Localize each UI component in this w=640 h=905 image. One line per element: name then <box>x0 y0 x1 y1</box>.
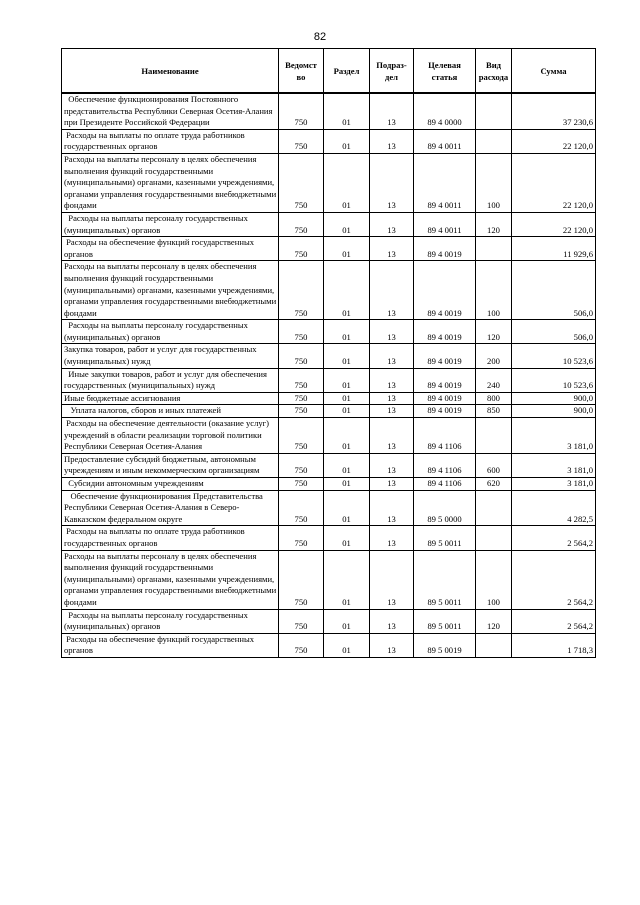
cell-section: 01 <box>324 418 370 454</box>
cell-sum: 506,0 <box>512 320 596 344</box>
cell-sum: 4 282,5 <box>512 490 596 526</box>
table-row <box>62 129 596 153</box>
cell-dept: 750 <box>279 320 324 344</box>
table-row <box>62 633 596 657</box>
cell-name: Уплата налогов, сборов и иных платежей <box>62 405 279 418</box>
cell-type <box>476 93 512 129</box>
cell-target: 89 4 0019 <box>414 392 476 405</box>
cell-target: 89 4 0019 <box>414 320 476 344</box>
cell-section: 01 <box>324 344 370 368</box>
cell-subsection: 13 <box>370 633 414 657</box>
cell-section: 01 <box>324 490 370 526</box>
cell-name: Расходы на выплаты персоналу в целях обеспечения выполнения функций государственными (муниципальными) органами, казенными учреждениями, органами управления государственными внебюджетными фондами <box>62 550 279 609</box>
cell-section: 01 <box>324 237 370 261</box>
page-number: 82 <box>313 31 327 43</box>
cell-dept: 750 <box>279 453 324 477</box>
cell-sum: 10 523,6 <box>512 344 596 368</box>
cell-sum: 22 120,0 <box>512 212 596 236</box>
header-row <box>62 49 596 94</box>
cell-type: 100 <box>476 261 512 320</box>
cell-sum: 37 230,6 <box>512 93 596 129</box>
cell-subsection: 13 <box>370 93 414 129</box>
cell-target: 89 5 0011 <box>414 526 476 550</box>
cell-sum: 1 718,3 <box>512 633 596 657</box>
cell-section: 01 <box>324 526 370 550</box>
cell-sum: 900,0 <box>512 405 596 418</box>
cell-subsection: 13 <box>370 344 414 368</box>
cell-name: Расходы на выплаты персоналу в целях обеспечения выполнения функций государственными (муниципальными) органами, казенными учреждениями, органами управления государственными внебюджетными фондами <box>62 153 279 212</box>
cell-target: 89 5 0019 <box>414 633 476 657</box>
cell-dept: 750 <box>279 344 324 368</box>
header-subsection: Подраз- дел <box>370 49 414 94</box>
cell-name: Иные закупки товаров, работ и услуг для обеспечения государственных (муниципальных) нужд <box>62 368 279 392</box>
cell-subsection: 13 <box>370 609 414 633</box>
cell-name: Расходы на обеспечение деятельности (оказание услуг) учреждений в области реализации торговой политики Республики Северная Осетия-Алания <box>62 418 279 454</box>
cell-subsection: 13 <box>370 392 414 405</box>
cell-target: 89 4 0019 <box>414 261 476 320</box>
table-row <box>62 526 596 550</box>
cell-sum: 2 564,2 <box>512 526 596 550</box>
cell-dept: 750 <box>279 478 324 491</box>
cell-subsection: 13 <box>370 320 414 344</box>
cell-subsection: 13 <box>370 526 414 550</box>
cell-name: Расходы на выплаты персоналу государственных (муниципальных) органов <box>62 212 279 236</box>
cell-target: 89 4 1106 <box>414 453 476 477</box>
table-row <box>62 368 596 392</box>
table-row <box>62 490 596 526</box>
cell-type <box>476 237 512 261</box>
cell-type <box>476 418 512 454</box>
header-target: Целевая статья <box>414 49 476 94</box>
cell-section: 01 <box>324 93 370 129</box>
table-row <box>62 153 596 212</box>
cell-section: 01 <box>324 453 370 477</box>
cell-dept: 750 <box>279 609 324 633</box>
cell-sum: 900,0 <box>512 392 596 405</box>
cell-dept: 750 <box>279 153 324 212</box>
cell-name: Расходы на обеспечение функций государственных органов <box>62 237 279 261</box>
cell-section: 01 <box>324 368 370 392</box>
cell-section: 01 <box>324 478 370 491</box>
table-row <box>62 609 596 633</box>
cell-sum: 11 929,6 <box>512 237 596 261</box>
header-name: Наименование <box>62 49 279 94</box>
cell-name: Субсидии автономным учреждениям <box>62 478 279 491</box>
cell-name: Обеспечение функционирования Постоянного представительства Республики Северная Осетия-Алания при Президенте Российской Федерации <box>62 93 279 129</box>
cell-target: 89 4 0019 <box>414 405 476 418</box>
cell-section: 01 <box>324 153 370 212</box>
cell-subsection: 13 <box>370 490 414 526</box>
cell-sum: 10 523,6 <box>512 368 596 392</box>
cell-subsection: 13 <box>370 237 414 261</box>
cell-subsection: 13 <box>370 405 414 418</box>
cell-type: 620 <box>476 478 512 491</box>
cell-target: 89 4 1106 <box>414 418 476 454</box>
budget-table <box>61 48 596 658</box>
cell-section: 01 <box>324 550 370 609</box>
table-row <box>62 261 596 320</box>
cell-section: 01 <box>324 129 370 153</box>
table-row <box>62 405 596 418</box>
table-row <box>62 453 596 477</box>
cell-type <box>476 633 512 657</box>
table-row <box>62 392 596 405</box>
cell-sum: 22 120,0 <box>512 129 596 153</box>
cell-type <box>476 129 512 153</box>
cell-target: 89 4 0011 <box>414 153 476 212</box>
cell-name: Обеспечение функционирования Представительства Республики Северная Осетия-Алания в Северо-Кавказском федеральном округе <box>62 490 279 526</box>
cell-type: 850 <box>476 405 512 418</box>
header-sum: Сумма <box>512 49 596 94</box>
cell-sum: 506,0 <box>512 261 596 320</box>
cell-type <box>476 490 512 526</box>
cell-target: 89 5 0011 <box>414 609 476 633</box>
cell-section: 01 <box>324 405 370 418</box>
table-row <box>62 478 596 491</box>
cell-name: Расходы на выплаты персоналу государственных (муниципальных) органов <box>62 609 279 633</box>
cell-dept: 750 <box>279 261 324 320</box>
cell-dept: 750 <box>279 405 324 418</box>
cell-subsection: 13 <box>370 368 414 392</box>
cell-section: 01 <box>324 212 370 236</box>
cell-section: 01 <box>324 609 370 633</box>
cell-target: 89 4 0019 <box>414 237 476 261</box>
header-section: Раздел <box>324 49 370 94</box>
cell-type <box>476 526 512 550</box>
cell-type: 800 <box>476 392 512 405</box>
cell-dept: 750 <box>279 490 324 526</box>
cell-sum: 22 120,0 <box>512 153 596 212</box>
cell-target: 89 4 0019 <box>414 344 476 368</box>
table-row <box>62 93 596 129</box>
table-row <box>62 344 596 368</box>
cell-dept: 750 <box>279 237 324 261</box>
cell-section: 01 <box>324 320 370 344</box>
cell-type: 100 <box>476 550 512 609</box>
cell-sum: 2 564,2 <box>512 550 596 609</box>
cell-target: 89 4 0011 <box>414 129 476 153</box>
cell-type: 200 <box>476 344 512 368</box>
cell-dept: 750 <box>279 129 324 153</box>
table-row <box>62 237 596 261</box>
cell-name: Предоставление субсидий бюджетным, автономным учреждениям и иным некоммерческим организациям <box>62 453 279 477</box>
cell-section: 01 <box>324 392 370 405</box>
cell-dept: 750 <box>279 550 324 609</box>
cell-type: 600 <box>476 453 512 477</box>
cell-name: Расходы на выплаты по оплате труда работников государственных органов <box>62 526 279 550</box>
cell-subsection: 13 <box>370 153 414 212</box>
table-row <box>62 550 596 609</box>
cell-name: Расходы на выплаты персоналу государственных (муниципальных) органов <box>62 320 279 344</box>
cell-sum: 2 564,2 <box>512 609 596 633</box>
cell-name: Расходы на выплаты по оплате труда работников государственных органов <box>62 129 279 153</box>
cell-dept: 750 <box>279 526 324 550</box>
cell-target: 89 5 0011 <box>414 550 476 609</box>
cell-dept: 750 <box>279 93 324 129</box>
cell-section: 01 <box>324 261 370 320</box>
cell-dept: 750 <box>279 392 324 405</box>
cell-subsection: 13 <box>370 478 414 491</box>
table-row <box>62 418 596 454</box>
cell-target: 89 4 0011 <box>414 212 476 236</box>
cell-sum: 3 181,0 <box>512 418 596 454</box>
cell-subsection: 13 <box>370 261 414 320</box>
cell-subsection: 13 <box>370 453 414 477</box>
cell-target: 89 5 0000 <box>414 490 476 526</box>
cell-name: Закупка товаров, работ и услуг для государственных (муниципальных) нужд <box>62 344 279 368</box>
cell-name: Расходы на выплаты персоналу в целях обеспечения выполнения функций государственными (муниципальными) органами, казенными учреждениями, органами управления государственными внебюджетными фондами <box>62 261 279 320</box>
cell-subsection: 13 <box>370 418 414 454</box>
cell-type: 120 <box>476 212 512 236</box>
cell-subsection: 13 <box>370 129 414 153</box>
cell-section: 01 <box>324 633 370 657</box>
cell-sum: 3 181,0 <box>512 478 596 491</box>
cell-dept: 750 <box>279 212 324 236</box>
cell-subsection: 13 <box>370 550 414 609</box>
cell-sum: 3 181,0 <box>512 453 596 477</box>
cell-target: 89 4 0000 <box>414 93 476 129</box>
cell-target: 89 4 1106 <box>414 478 476 491</box>
cell-subsection: 13 <box>370 212 414 236</box>
cell-type: 120 <box>476 320 512 344</box>
cell-name: Расходы на обеспечение функций государственных органов <box>62 633 279 657</box>
cell-dept: 750 <box>279 633 324 657</box>
cell-type: 120 <box>476 609 512 633</box>
cell-dept: 750 <box>279 418 324 454</box>
header-dept: Ведомст во <box>279 49 324 94</box>
cell-type: 100 <box>476 153 512 212</box>
table-row <box>62 212 596 236</box>
cell-dept: 750 <box>279 368 324 392</box>
cell-type: 240 <box>476 368 512 392</box>
cell-name: Иные бюджетные ассигнования <box>62 392 279 405</box>
table-row <box>62 320 596 344</box>
cell-target: 89 4 0019 <box>414 368 476 392</box>
header-type: Вид расхода <box>476 49 512 94</box>
